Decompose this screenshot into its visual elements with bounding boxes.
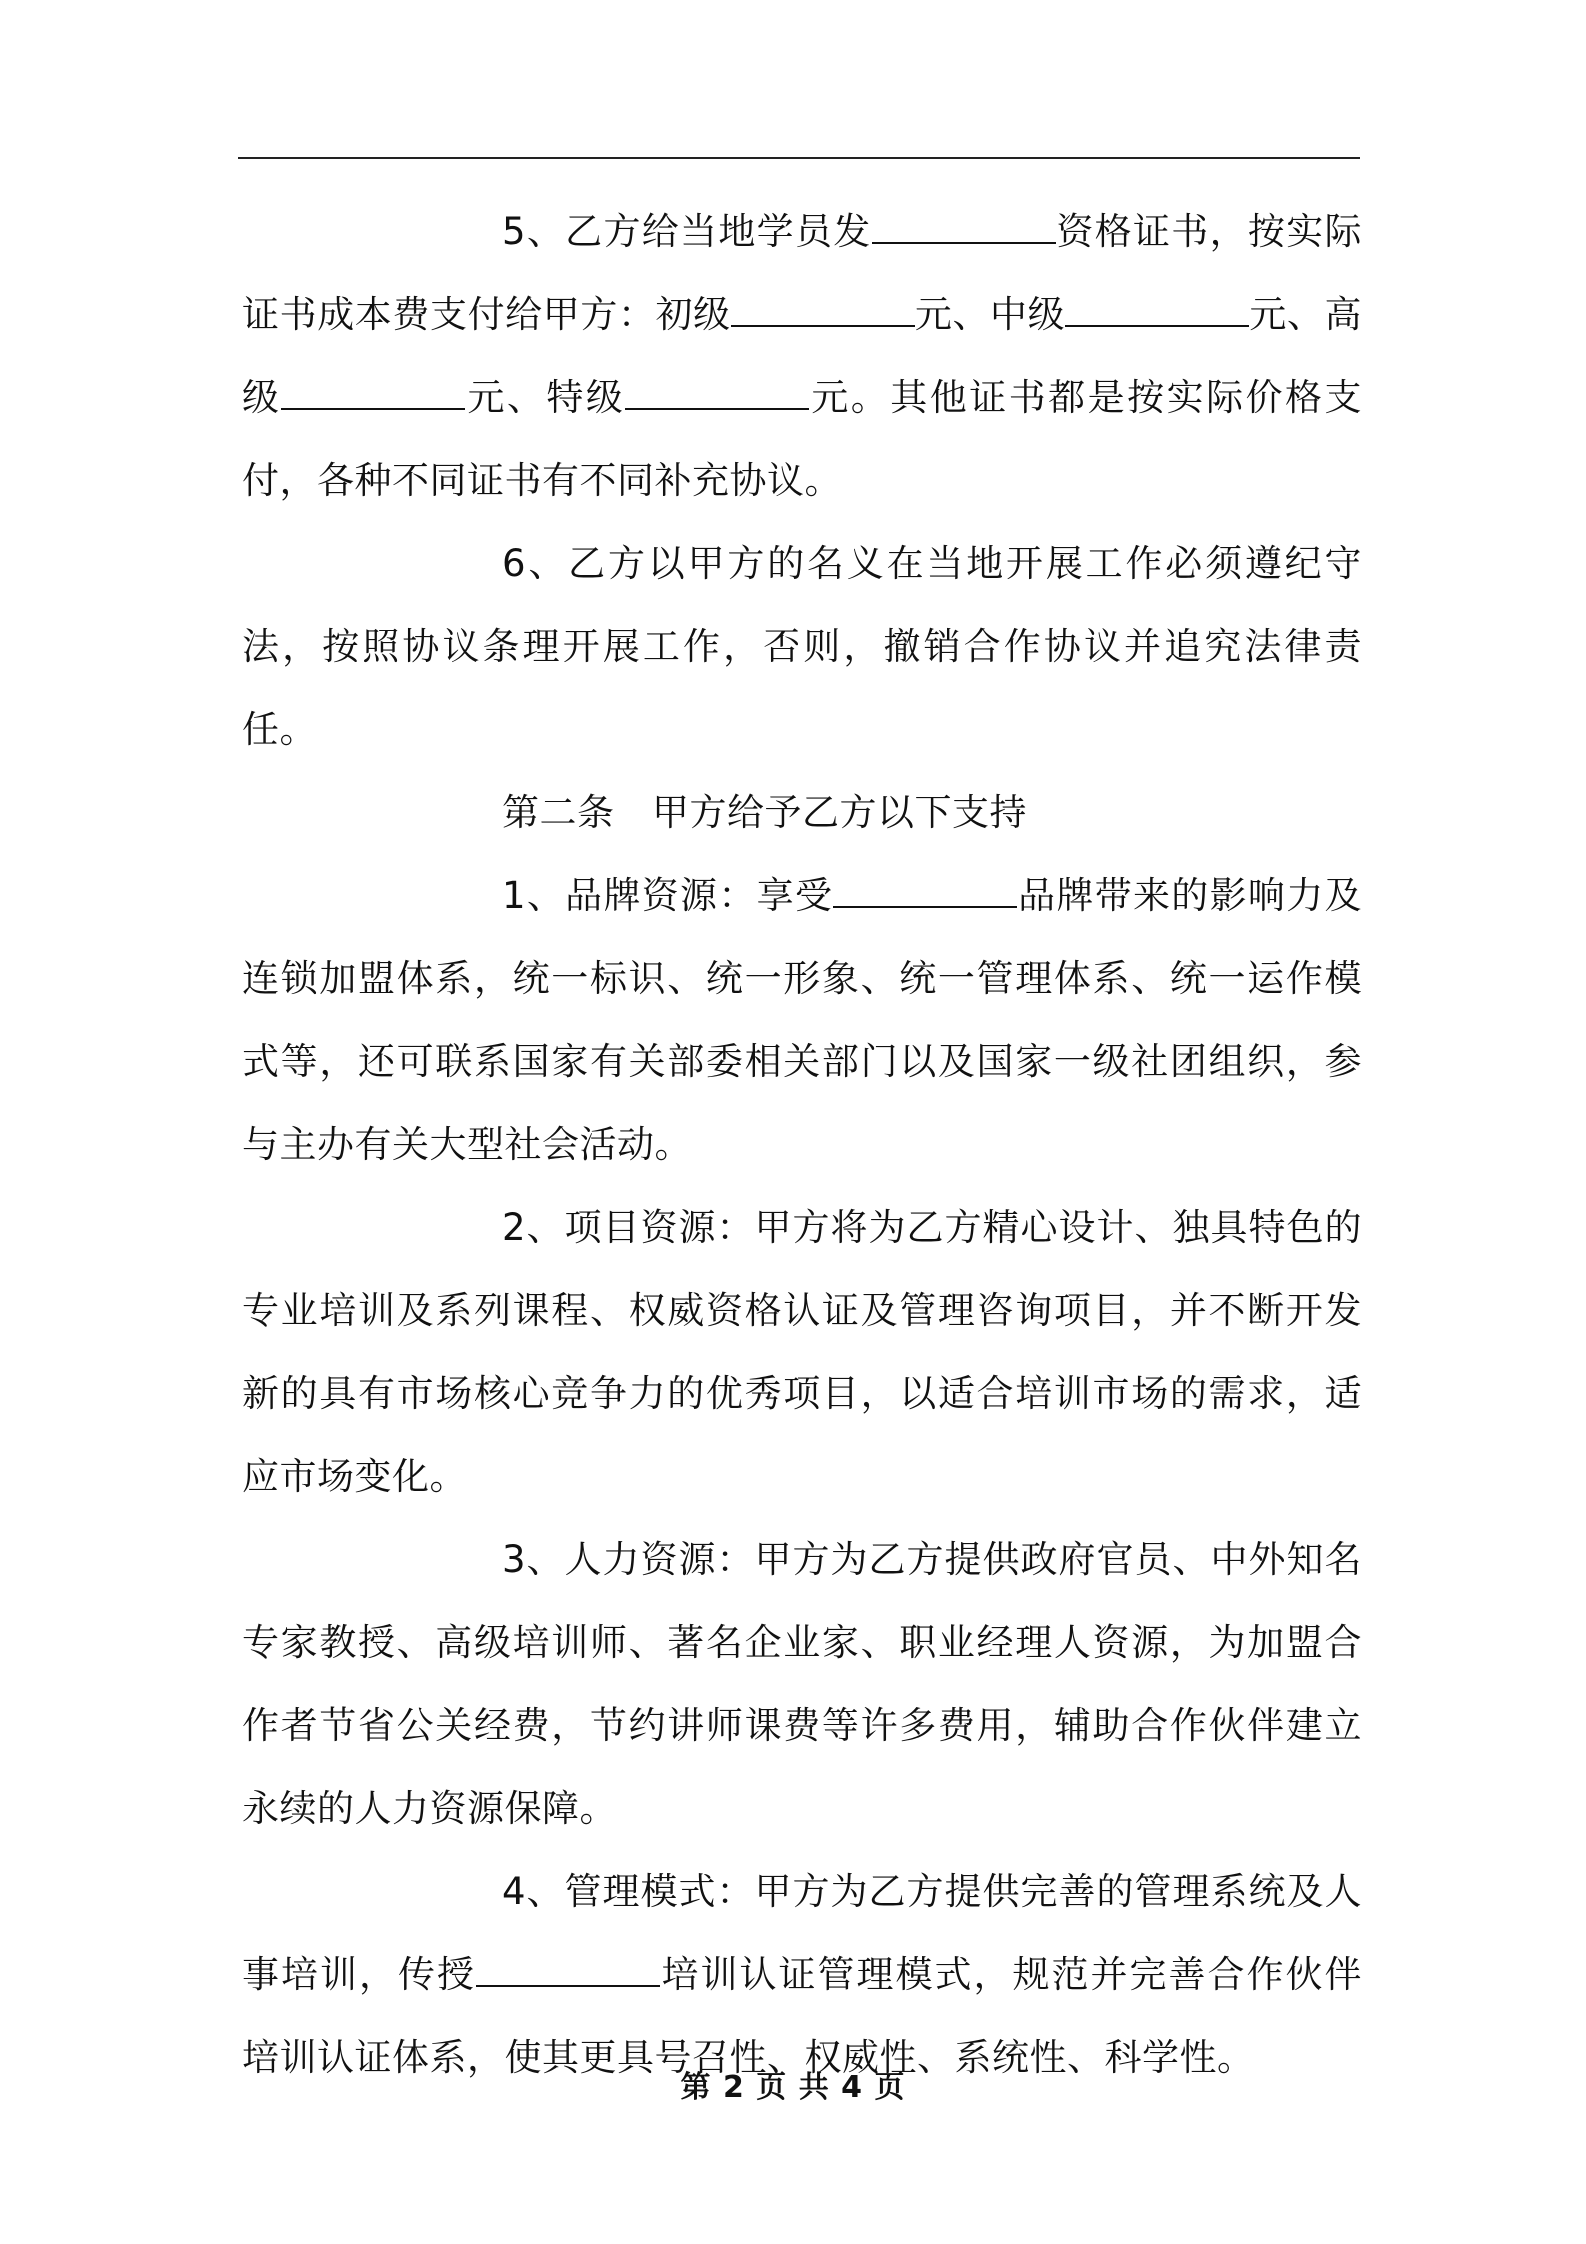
blank-line [625,378,809,410]
article-2-heading: 第二条 甲方给予乙方以下支持 [502,791,1027,834]
blank-line [281,378,465,410]
header-rule [238,157,1360,159]
clause-5: 5、乙方给当地学员发 资格证书，按实际证书成本费支付给甲方：初级 元、中级 元、高级 元、特级 元。其他证书都是按实际价格支付，各种不同证书有不同补充协议。 [242,210,1363,502]
page-number: 第 2 页 共 4 页 [680,2070,906,2105]
support-4-management: 4、管理模式：甲方为乙方提供完善的管理系统及人事培训，传授 培训认证管理模式，规范并完善合作伙伴培训认证体系，使其更具号召性、权威性、系统性、科学性。 [242,1870,1362,2079]
blank-line [833,876,1017,908]
blank-line [1065,295,1249,327]
blank-line [476,1955,660,1987]
blank-line [872,212,1056,244]
support-2-project: 2、项目资源：甲方将为乙方精心设计、独具特色的专业培训及系列课程、权威资格认证及管理咨询项目，并不断开发新的具有市场核心竞争力的优秀项目，以适合培训市场的需求，适应市场变化。 [242,1206,1362,1498]
document-body [242,190,1362,2099]
support-3-human: 3、人力资源：甲方为乙方提供政府官员、中外知名专家教授、高级培训师、著名企业家、职业经理人资源，为加盟合作者节省公关经费，节约讲师课费等许多费用，辅助合作伙伴建立永续的人力资源保障。 [242,1538,1362,1830]
support-1-brand: 1、品牌资源：享受 品牌带来的影响力及连锁加盟体系，统一标识、统一形象、统一管理体系、统一运作模式等，还可联系国家有关部委相关部门以及国家一级社团组织，参与主办有关大型社会活动。 [242,874,1363,1166]
clause-6: 6、乙方以甲方的名义在当地开展工作必须遵纪守法，按照协议条理开展工作，否则，撤销合作协议并追究法律责任。 [242,542,1362,751]
blank-line [731,295,915,327]
